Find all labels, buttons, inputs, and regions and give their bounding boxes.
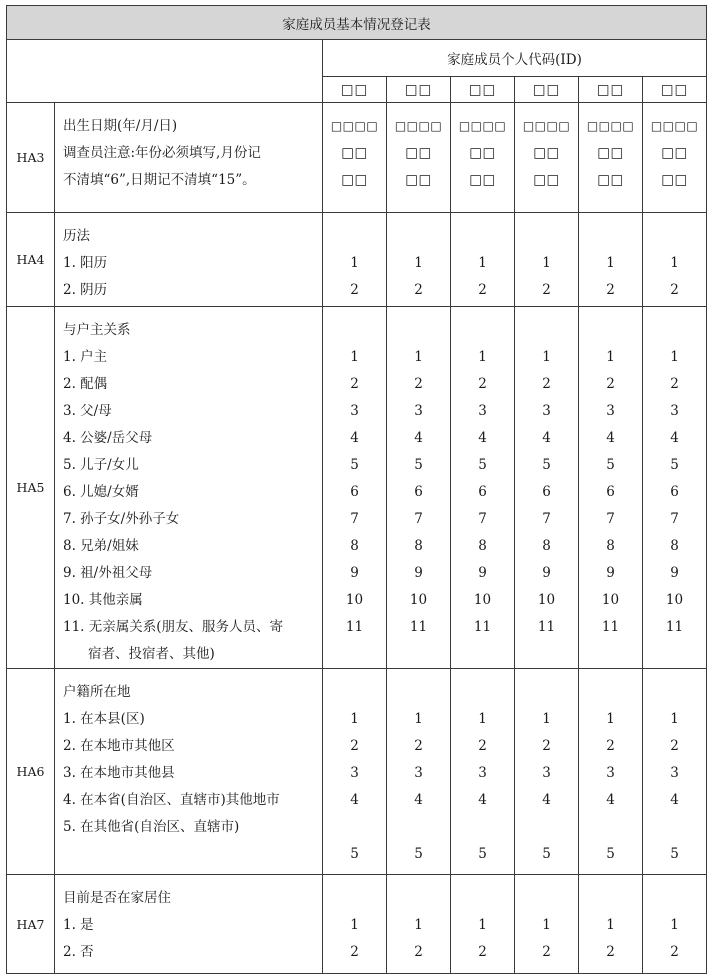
answer-codes[interactable]: 1 2 3 4 5 [579,669,643,875]
question-heading: 户籍所在地 [63,684,131,700]
ha6-row [7,669,707,875]
question-text [55,213,323,307]
household-member-form [6,5,706,972]
option-label: 1. 阳历 [63,255,108,271]
title-row [7,6,707,40]
answer-codes[interactable]: 1 2 3 4 5 6 7 8 9 10 11 [515,307,579,669]
question-heading: 历法 [63,228,90,244]
option-label: 2. 阴历 [63,282,108,298]
form-title: 家庭成员基本情况登记表 [7,6,707,40]
answer-codes[interactable]: 1 2 3 4 5 [451,669,515,875]
answer-codes[interactable]: 1 2 [515,875,579,974]
question-code: HA6 [7,669,55,875]
option-label: 10. 其他亲属 [63,592,143,608]
question-text [55,103,323,213]
question-text [55,307,323,669]
answer-codes[interactable]: 1 2 3 4 5 6 7 8 9 10 11 [643,307,707,669]
answer-codes[interactable]: 1 2 [451,213,515,307]
option-label: 2. 配偶 [63,376,108,392]
answer-codes[interactable]: 1 2 [643,213,707,307]
option-label: 3. 父/母 [63,403,112,419]
answer-codes[interactable]: 1 2 3 4 5 6 7 8 9 10 11 [451,307,515,669]
question-heading: 出生日期(年/月/日) [63,118,178,134]
member-id-box[interactable]: □□ [579,77,643,103]
birthdate-boxes[interactable]: □□□□ □□ □□ [323,103,387,213]
answer-codes[interactable]: 1 2 3 4 5 6 7 8 9 10 11 [323,307,387,669]
option-label-continuation: 宿者、投宿者、其他) [88,646,215,662]
answer-codes[interactable]: 1 2 [387,213,451,307]
member-id-box[interactable]: □□ [643,77,707,103]
ha3-row [7,103,707,213]
birthdate-boxes[interactable]: □□□□ □□ □□ [643,103,707,213]
option-label: 1. 是 [63,917,94,933]
answer-codes[interactable]: 1 2 [579,875,643,974]
member-id-box[interactable]: □□ [323,77,387,103]
id-header-row [7,40,707,77]
option-label: 4. 在本省(自治区、直辖市)其他地市 [63,792,280,808]
ha7-row [7,875,707,974]
answer-codes[interactable]: 1 2 3 4 5 [323,669,387,875]
member-id-box[interactable]: □□ [451,77,515,103]
question-text [55,669,323,875]
question-heading: 与户主关系 [63,322,131,338]
answer-codes[interactable]: 1 2 3 4 5 [515,669,579,875]
question-note: 调查员注意:年份必须填写,月份记 [63,145,261,161]
answer-codes[interactable]: 1 2 [323,875,387,974]
member-id-box[interactable]: □□ [387,77,451,103]
birthdate-boxes[interactable]: □□□□ □□ □□ [387,103,451,213]
question-heading: 目前是否在家居住 [63,890,171,906]
question-note: 不清填“6”,日期记不清填“15”。 [63,172,256,188]
answer-codes[interactable]: 1 2 3 4 5 6 7 8 9 10 11 [387,307,451,669]
birthdate-boxes[interactable]: □□□□ □□ □□ [515,103,579,213]
answer-codes[interactable]: 1 2 [515,213,579,307]
option-label: 4. 公婆/岳父母 [63,430,153,446]
option-label: 5. 儿子/女儿 [63,457,139,473]
answer-codes[interactable]: 1 2 3 4 5 [643,669,707,875]
registration-table [6,5,707,974]
answer-codes[interactable]: 1 2 [643,875,707,974]
ha4-row [7,213,707,307]
answer-codes[interactable]: 1 2 [323,213,387,307]
option-label: 2. 在本地市其他区 [63,738,175,754]
option-label: 9. 祖/外祖父母 [63,565,153,581]
member-id-header: 家庭成员个人代码(ID) [323,40,707,77]
option-label: 8. 兄弟/姐妹 [63,538,139,554]
question-text [55,875,323,974]
birthdate-boxes[interactable]: □□□□ □□ □□ [579,103,643,213]
answer-codes[interactable]: 1 2 3 4 5 [387,669,451,875]
question-code: HA5 [7,307,55,669]
option-label: 3. 在本地市其他县 [63,765,175,781]
blank-header-cell [7,40,323,103]
option-label: 2. 否 [63,944,94,960]
option-label: 11. 无亲属关系(朋友、服务人员、寄 [63,619,284,635]
answer-codes[interactable]: 1 2 [451,875,515,974]
ha5-row [7,307,707,669]
option-label: 1. 户主 [63,349,108,365]
answer-codes[interactable]: 1 2 [387,875,451,974]
question-code: HA3 [7,103,55,213]
birthdate-boxes[interactable]: □□□□ □□ □□ [451,103,515,213]
option-label: 6. 儿媳/女婿 [63,484,139,500]
answer-codes[interactable]: 1 2 3 4 5 6 7 8 9 10 11 [579,307,643,669]
question-code: HA4 [7,213,55,307]
member-id-box[interactable]: □□ [515,77,579,103]
option-label: 5. 在其他省(自治区、直辖市) [63,819,240,835]
answer-codes[interactable]: 1 2 [579,213,643,307]
option-label: 1. 在本县(区) [63,711,145,727]
question-code: HA7 [7,875,55,974]
option-label: 7. 孙子女/外孙子女 [63,511,180,527]
